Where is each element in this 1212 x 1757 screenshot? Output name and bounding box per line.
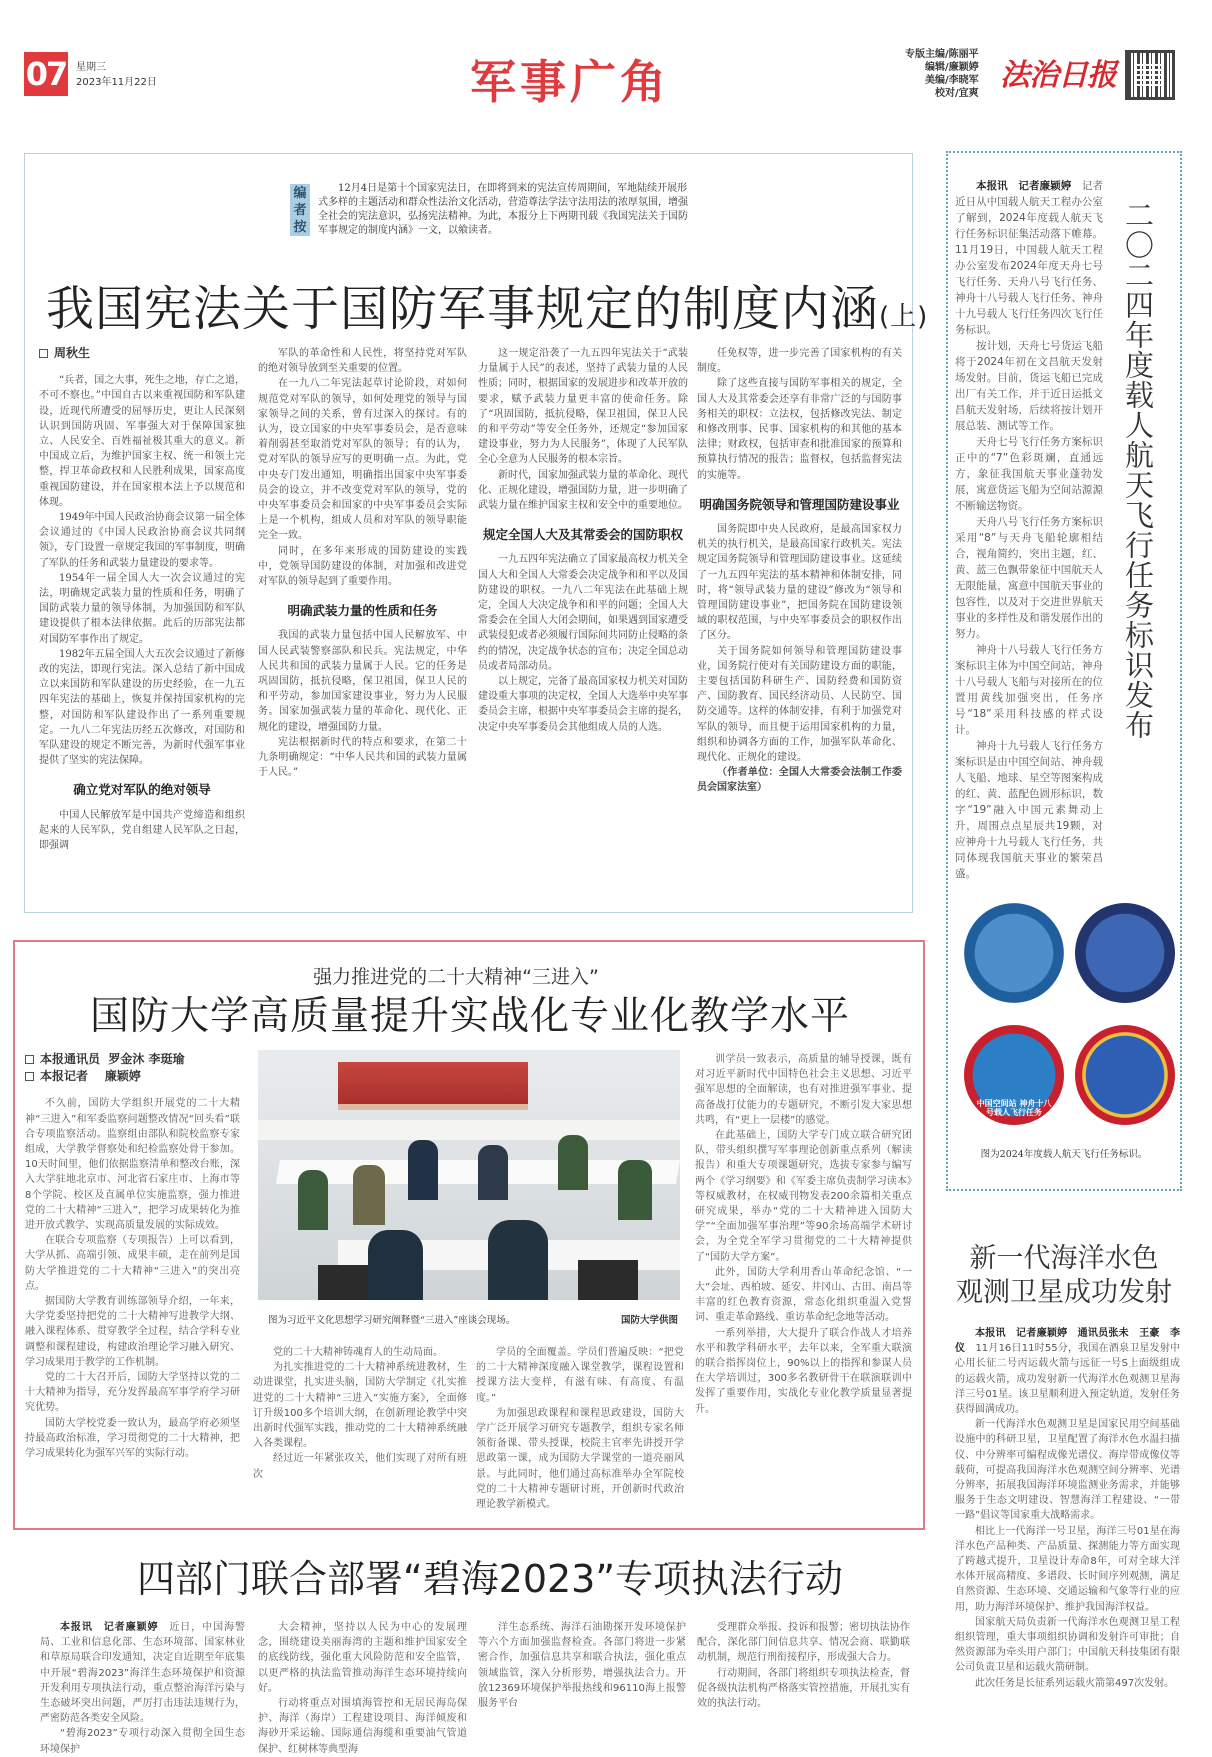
paragraph: 国防大学校党委一致认为，最高学府必须坚持最高政治标准，学习贯彻党的二十大精神，把学习成果转化为强军兴军的实际行动。 xyxy=(25,1417,240,1460)
paragraph: 相比上一代海洋一号卫星，海洋三号01星在海洋水色产品种类、产品质量、探测能力等方面实现了跨越式提升，卫星设计寿命8年，可对全球大洋水体开展高精度、多谱段、长时间序列观测，满足自然资源、生态环境、交通运输和气象等行业的应用，助力海洋环境保护、维护我国海洋权益。 xyxy=(955,1525,1180,1613)
editor-credit: 校对/宜爽 xyxy=(935,88,979,99)
subheading: 规定全国人大及其常委会的国防职权 xyxy=(482,527,683,543)
tianzhou-8-mission-badge xyxy=(1075,903,1175,1003)
caption-text: 图为习近平文化思想学习研究阐释暨“三进入”座谈会现场。 xyxy=(268,1315,516,1326)
article-column xyxy=(695,1052,912,1522)
paragraph: 中国人民解放军是中国共产党缔造和组织起来的人民军队，党自组建人民军队之日起，即强调 xyxy=(39,809,245,852)
article-column xyxy=(258,346,467,904)
shenzhou-18-mission-badge xyxy=(964,1025,1064,1125)
lead-paragraph xyxy=(40,1620,245,1726)
photo-caption xyxy=(268,1312,678,1326)
paragraph: 国家航天局负责新一代海洋水色观测卫星工程组织管理，重大事项组织协调和发射许可审批；自然资源部为牵头用户部门；中国航天科技集团有限公司负责卫星和运载火箭研制。 xyxy=(955,1616,1180,1674)
paragraph: 训学员一致表示，高质量的辅导授课，既有对习近平新时代中国特色社会主义思想、习近平强军思想的全面解读，也有对推进强军事业、提高备战打仗能力的专题研究，不断引发大家思想共鸣，有“更上一层楼”的感觉。 xyxy=(695,1054,912,1126)
headline-part: (上) xyxy=(879,302,929,332)
paragraph-text: 11月16日11时55分，我国在酒泉卫星发射中心用长征二号丙运载火箭与远征一号S上面级组成的运载火箭，成功发射新一代海洋水色观测卫星海洋三号01星。该卫星顺利进入预定轨道，发射任务获得圆满成功。 xyxy=(955,1343,1181,1416)
editor-note-label: 编者按 xyxy=(290,184,310,236)
byline xyxy=(39,346,245,361)
paragraph: 这一规定沿袭了一九五四年宪法关于“武装力量属于人民”的表述，坚持了武装力量的人民性质；同时，根据国家的发展进步和改革开放的要求，赋予武装力量更丰富的使命任务。除了“巩固国防，抵抗侵略，保卫祖国，保卫人民的和平劳动”等安全任务外，还规定“参加国家建设事业，努力为人民服务”，体现了人民军队全心全意为人民服务的根本宗旨。 xyxy=(478,348,688,466)
paragraph: 党的二十大召开后，国防大学坚持以党的二十大精神为指导，充分发挥最高军事学府学习研究优势。 xyxy=(25,1372,240,1414)
article-column xyxy=(697,1620,910,1748)
editor-credit: 专版主编/陈丽平 xyxy=(905,49,979,60)
weekday: 星期三 xyxy=(76,62,106,73)
article-column xyxy=(955,178,1103,890)
article-headline: 四部门联合部署“碧海2023”专项执法行动 xyxy=(136,1557,844,1601)
byline-box-icon xyxy=(25,1072,34,1081)
paragraph: 大会精神，坚持以人民为中心的发展理念，围绕建设美丽海湾的主题和维护国家安全的底线防线，强化重大风险防范和安全监管，以更严格的执法监管推动海洋生态环境持续向好。 xyxy=(258,1622,467,1694)
paragraph: 宪法根据新时代的特点和要求，在第二十九条明确规定：“中华人民共和国的武装力量属于人民。” xyxy=(258,736,467,779)
dateline: 本报讯 记者廉颖婷 xyxy=(976,180,1072,192)
dateline: 本报讯 记者廉颖婷 通讯员张未 王豪 李仪 xyxy=(955,1328,1180,1355)
section-title: 军事广角 xyxy=(470,55,670,109)
byline-box-icon xyxy=(39,349,48,358)
article-column xyxy=(258,1620,467,1755)
paragraph: 洋生态系统、海洋石油勘探开发环境保护等六个方面加强监督检查。各部门将进一步紧密合作，加强信息共享和联合执法，强化重点领域监管，深入分析形势，增强执法合力。开放12369环境保护举报热线和96110海上报警服务平台 xyxy=(478,1622,686,1710)
subheading: 明确国务院领导和管理国防建设事业 xyxy=(699,496,900,512)
paragraph: 除了这些直接与国防军事相关的规定，全国人大及其常委会还享有非常广泛的与国防事务相关的职权：立法权，包括修改宪法、制定和修改刑事、民事、国家机构的和其他的基本法律；财政权，包括审查和批准国家的预算和预算执行情况的报告；监督权，包括监督宪法的实施等。 xyxy=(697,378,902,481)
paragraph: 我国的武装力量包括中国人民解放军、中国人民武装警察部队和民兵。宪法规定，中华人民共和国的武装力量属于人民。它的任务是巩固国防，抵抗侵略，保卫祖国，保卫人民的和平劳动，参加国家建设事业，努力为人民服务。国家加强武装力量的革命化、现代化、正规化的建设，增强国防力量。 xyxy=(258,630,467,733)
editor-credit: 编辑/廉颖婷 xyxy=(925,62,979,73)
paragraph: 按计划，天舟七号货运飞船将于2024年初在文昌航天发射场发射。目前，货运飞船已完成出厂有关工作，并于近日运抵文昌航天发射场，后续将按计划开展总装、测试等工作。 xyxy=(955,340,1103,432)
byline-names: 罗金沐 李珽瑜 xyxy=(108,1052,185,1066)
issue-date xyxy=(76,60,157,90)
byline xyxy=(25,1069,240,1084)
article-column xyxy=(25,1052,240,1522)
chair xyxy=(578,1260,638,1300)
paragraph: 受理群众举报、投诉和报警；密切执法协作配合，深化部门间信息共享、情况会商、联勤联动机制，规范行刑衔接程序，形成强大合力。 xyxy=(697,1622,910,1664)
paragraph: “兵者，国之大事，死生之地，存亡之道，不可不察也。”中国自古以来重视国防和军队建设，近现代所遭受的屈辱历史，更让人民深刻认识到国防巩固、军事强大对于保障国家独立、人民安全、百姓福祉极其重大的意义。新中国成立后，为维护国家主权、统一和领土完整，捍卫革命政权和人民胜利成果，国家高度重视国防建设，并在国家根本法上予以规范和体现。 xyxy=(39,375,245,508)
attendee xyxy=(618,1160,652,1220)
conference-photo xyxy=(258,1050,680,1300)
paragraph: 新一代海洋水色观测卫星是国家民用空间基础设施中的科研卫星，卫星配置了海洋水色水温扫描仪、中分辨率可编程成像光谱仪、海岸带成像仪等载荷，可提高我国海洋水色观测空间分辨率、光谱分辨率，拓展我国海洋环境监测业务需求，并能够服务于生态文明建设、智慧海洋工程建设、“一带一路”倡议等国家重大战略需求。 xyxy=(955,1419,1180,1522)
paragraph: 新时代，国家加强武装力量的革命化、现代化、正规化建设，增强国防力量，进一步明确了武装力量在维护国家主权和安全中的重要地位。 xyxy=(478,469,688,512)
tianzhou-7-mission-badge xyxy=(964,903,1064,1003)
article-column xyxy=(253,1345,467,1523)
lead-paragraph xyxy=(955,178,1103,338)
paragraph: 据国防大学教育训练部领导介绍，一年来，大学党委坚持把党的二十大精神写进教学大纲、融入课程体系、贯穿教学全过程，结合学科专业调整和课程建设，构建政治理论学习融入研究、学习成果用于教学的工作机制。 xyxy=(25,1296,240,1368)
paragraph: 此外，国防大学利用香山革命纪念馆、“一大”会址、西柏坡、延安、井冈山、古田、南昌等丰富的红色教育资源，常态化组织重温入党誓词、重走革命路线、重访革命纪念地等活动。 xyxy=(695,1266,912,1324)
paragraph: 同时，在多年来形成的国防建设的实践中，党领导国防建设的体制，对加强和改进党对军队的领导起到了重要作用。 xyxy=(258,545,467,588)
paragraph: 神舟十九号载人飞行任务方案标识是由中国空间站、神舟载人飞船、地球、星空等图案构成的红、黄、蓝配色圆形标识，数字“19”融入中国元素舞动上升，周围点点星辰共19颗，对应神舟十九号载人飞行任务，共同体现我国航天事业的繁荣昌盛。 xyxy=(955,740,1103,880)
article-kicker: 强力推进党的二十大精神“三进入” xyxy=(313,966,599,988)
paragraph: 1949年中国人民政治协商会议第一届全体会议通过的《中国人民政治协商会议共同纲领》，专门设置一章规定我国的军事制度，明确了军队的任务和武装力量建设的要求等。 xyxy=(39,512,245,569)
paragraph: 1982年五届全国人大五次会议通过了新修改的宪法，即现行宪法。深入总结了新中国成立以来国防和军队建设的历史经验，在一九五四年宪法的基础上，恢复并保持国家机构的完整，对国防和军队建设作出了一系列重要规定。一九八二年宪法历经五次修改，对国防和军队建设的规定不断完善，为新时代强军事业提供了坚实的宪法保障。 xyxy=(39,648,245,767)
editor-note: 12月4日是第十个国家宪法日，在即将到来的宪法宣传周期间，军地陆续开展形式多样的主题活动和群众性法治文化活动，营造尊法学法守法用法的浓厚氛围，增强全社会的宪法意识，弘扬宪法精神。为此，本报分上下两期刊载《我国宪法关于国防军事规定的制度内涵》一文，以飨读者。 xyxy=(318,183,688,236)
attendee xyxy=(353,1165,385,1225)
author: 周秋生 xyxy=(54,346,91,360)
badge-lettering: 中国空间站 神舟十八号载人飞行任务 xyxy=(976,1099,1052,1117)
paragraph: 在此基础上，国防大学专门成立联合研究团队，带头组织撰写军事理论创新重点系列（解读报告）和重大专项课题研究，选拔专家参与编写两个《学习纲要》和《军委主席负责制学习读本》等权威教材，在权威刊物发表200余篇相关重点研究成果，举办“党的二十大精神进入国防大学”“全面加强军事治理”等90余场高端学术研讨会，为全党全军学习贯彻党的二十大精神提供了“国防大学方案”。 xyxy=(695,1130,912,1263)
byline-box-icon xyxy=(25,1055,34,1064)
paragraph-text: 记者近日从中国载人航天工程办公室了解到，2024年度载人航天飞行任务标识征集活动落下帷幕。11月19日，中国载人航天工程办公室发布2024年度天舟七号飞行任务、天舟八号飞行任务、神舟十八号载人飞行任务、神舟十九号载人飞行任务四次飞行任务标识。 xyxy=(955,180,1104,336)
article-column xyxy=(476,1345,684,1523)
article-headline: 国防大学高质量提升实战化专业化教学水平 xyxy=(89,994,850,1039)
paragraph: 为扎实推进党的二十大精神系统进教材，生动进课堂，扎实进头脑，国防大学制定《扎实推进党的二十大精神“三进入”实施方案》，全面修订升级100多个培训大纲，在创新理论教学中突出新时代强军实践，推动党的二十大精神系统融入各类课程。 xyxy=(253,1362,467,1450)
attendee xyxy=(488,1220,548,1300)
headline-line: 新一代海洋水色 xyxy=(969,1243,1159,1274)
article-column xyxy=(955,1326,1180,1746)
byline-role: 本报记者 xyxy=(40,1069,89,1084)
attendee xyxy=(478,1145,508,1200)
date: 2023年11月22日 xyxy=(76,77,157,88)
paragraph: 党的二十大精神铸魂育人的生动局面。 xyxy=(273,1347,443,1358)
paragraph: 天舟八号飞行任务方案标识采用“8”与天舟飞船轮廓相结合，视角简约，突出主题，红、黄、蓝三色飘带象征中国航天人无限能量，寓意中国航天事业的包容性，以及对于交进世界航天事业的多样性及和谐发展作出的努力。 xyxy=(955,516,1103,640)
paragraph-text: 近日，中国海警局、工业和信息化部、生态环境部、国家林业和草原局联合印发通知，决定自近期至年底集中开展“碧海2023”海洋生态环境保护和资源开发利用专项执法行动，重点整治海洋污染与生态破坏突出问题，严厉打击违法违规行为，严密防范各类安全风险。 xyxy=(40,1622,245,1725)
byline xyxy=(25,1052,240,1067)
paragraph: 不久前，国防大学组织开展党的二十大精神“三进入”和军委监察问题整改情况“回头看”联合专项监察活动。监察组由部队和院校监察专家组成，大学教学督察处和纪检监察处骨干参加。10天时间里，他们依据监察清单和整改台账，深入大学驻地北京市、河北省石家庄市、上海市等8个学院、校区及直属单位实施监察，强力推进党的二十大精神“三进入”，把学习成果转化为推进开放式教学、实现高质量发展的实际成效。 xyxy=(25,1098,240,1232)
paragraph: 神舟十八号载人飞行任务方案标识主体为中国空间站，神舟十八号载人飞船与对接所在的位置用黄线加强突出，任务序号“18”采用科技感的样式设计。 xyxy=(955,644,1103,736)
paragraph: 天舟七号飞行任务方案标识正中的“7”色彩斑斓，直通远方，象征我国航天事业蓬勃发展，寓意货运飞船为空间站源源不断输送物资。 xyxy=(955,436,1103,512)
page-number: 07 xyxy=(24,52,68,96)
paragraph: 国务院即中央人民政府，是最高国家权力机关的执行机关，是最高国家行政机关。宪法规定国务院领导和管理国防建设事业。这延续了一九五四年宪法的基本精神和体制安排，同时，将“领导武装力量的建设”修改为“领导和管理国防建设事业”，把国务院在国防建设领域的职权范围，与中央军事委员会的职权作出了区分。 xyxy=(697,524,902,642)
attendee xyxy=(408,1140,438,1200)
lead-paragraph xyxy=(955,1326,1180,1417)
article-column xyxy=(39,346,245,904)
shenzhou-19-mission-badge xyxy=(1075,1025,1175,1125)
chair xyxy=(318,1265,368,1300)
paragraph: 此次任务是长征系列运载火箭第497次发射。 xyxy=(975,1677,1175,1689)
paragraph: 一系列举措，大大提升了联合作战人才培养水平和教学科研水平，去年以来，全军重大联演的联合指挥岗位上，90%以上的指挥和参谋人员在大学培训过，300多名教研骨干在联演联训中发挥了重要作用，实战化专业化教学质量显著提升。 xyxy=(695,1327,912,1415)
back-desks xyxy=(258,1120,680,1140)
article-headline: 二〇二四年度载人航天飞行任务标识发布 xyxy=(1121,200,1155,740)
byline-names: 廉颖婷 xyxy=(104,1069,141,1084)
article-column xyxy=(478,1620,686,1748)
headline-text: 我国宪法关于国防军事规定的制度内涵 xyxy=(46,281,880,337)
article-column xyxy=(40,1620,245,1755)
stage-banner xyxy=(338,1062,528,1110)
subheading: 确立党对军队的绝对领导 xyxy=(73,782,211,798)
article-headline xyxy=(46,270,928,339)
paragraph: 一九五四年宪法确立了国家最高权力机关全国人大和全国人大常委会决定战争和和平以及国防建设的职权。一九八二年宪法在此基础上规定，全国人大决定战争和和平的问题；全国人大常委会在全国人大闭会期间，如果遇到国家遭受武装侵犯或者必须履行国际间共同防止侵略的条约的情况，决定战争状态的宣布；决定全国总动员或者局部动员。 xyxy=(478,554,688,672)
paragraph: 以上规定，完备了最高国家权力机关对国防建设重大事项的决定权，全国人大选举中央军事委员会主席，根据中央军事委员会主席的提名，决定中央军事委员会其他组成人员的人选。 xyxy=(478,676,688,733)
attendee xyxy=(298,1170,328,1230)
paragraph: 在联合专项监察（专项报告）上可以看到，大学从抓、高端引领、成果丰硕，走在前列是国防大学推进党的二十大精神“三进入”的突出亮点。 xyxy=(25,1235,240,1292)
paragraph: 行动将重点对围填海管控和无居民海岛保护、海洋（海岸）工程建设项目、海洋倾废和海砂开采运输、国际通信海缆和重要油气管道保护、红树林等典型海 xyxy=(258,1698,467,1755)
subheading: 明确武装力量的性质和任务 xyxy=(287,603,438,619)
paragraph: 关于国务院如何领导和管理国防建设事业，国务院行使对有关国防建设方面的职能，主要包括国防科研生产、国防经费和国防资产、国防教育、国民经济动员、人民防空、国防交通等。这样的体制安排，有利于加强党对军队的领导，而且便于运用国家机构的力量，组织和协调各方面的工作，加强军队革命化、现代化、正规化的建设。 xyxy=(697,645,902,764)
dateline: 本报讯 记者廉颖婷 xyxy=(60,1622,159,1633)
paragraph: “碧海2023”专项行动深入贯彻全国生态环境保护 xyxy=(40,1728,245,1755)
editor-credit: 美编/李晓军 xyxy=(925,75,979,86)
qr-code-icon xyxy=(1125,50,1175,100)
article-column xyxy=(697,346,902,904)
article-headline xyxy=(946,1242,1182,1310)
paragraph: 学员的全面覆盖。学员们普遍反映：“把党的二十大精神深度融入课堂教学，课程设置和授课方法大变样，有滋有味、有高度、有温度。” xyxy=(476,1347,684,1404)
paragraph: 在一九八二年宪法起草讨论阶段，对如何规范党对军队的领导，如何处理党的领导与国家领导之间的关系，曾有过深入的探讨。有的认为，设立国家的中央军事委员会，是否意味着削弱甚至取消党对军队的领导；有的认为，党对军队的领导应写的更明确一点。为此，党中央专门发出通知，明确指出国家中央军事委员会的设立，并不改变党对军队的领导，党的中央军事委员会和国家的中央军事委员会实际上是一个机构，组成人员和对军队的领导职能完全一致。 xyxy=(258,378,467,542)
attendee xyxy=(558,1135,588,1190)
paragraph: 行动期间，各部门将组织专项执法检查，督促各级执法机构严格落实管控措施，开展扎实有效的执法行动。 xyxy=(697,1667,910,1710)
newspaper-logo: 法治日报 xyxy=(1000,58,1116,93)
headline-line: 观测卫星成功发射 xyxy=(956,1277,1172,1308)
paragraph: 为加强思政课程和课程思政建设，国防大学广泛开展学习研究专题教学，组织专家名师领衔备课、带头授课，校院主官率先讲授开学思政第一课，成为国防大学课堂的一道亮丽风景。与此同时，他们通过高标准举办全军院校党的二十大精神专题研讨班，开创新时代政治理论教学新模式。 xyxy=(476,1407,684,1511)
editor-credits xyxy=(905,48,979,100)
paragraph: 1954年一届全国人大一次会议通过的宪法，明确规定武装力量的性质和任务，明确了国防武装力量的领导体制，为加强国防和军队建设提供了根本法律依据。此后的历部宪法都对国防军事作出了规定。 xyxy=(39,572,245,645)
author-affiliation: （作者单位：全国人大常委会法制工作委员会国家法室） xyxy=(697,767,902,794)
article-column xyxy=(478,346,688,904)
byline-role: 本报通讯员 xyxy=(40,1052,101,1066)
badge-caption: 图为2024年度载人航天飞行任务标识。 xyxy=(980,1149,1148,1160)
attendee xyxy=(368,1230,423,1300)
paragraph: 任免权等，进一步完善了国家机构的有关制度。 xyxy=(697,348,902,375)
paragraph: 军队的革命性和人民性，将坚持党对军队的绝对领导放到至关重要的位置。 xyxy=(258,348,467,375)
photo-credit: 国防大学供图 xyxy=(620,1315,678,1326)
paragraph: 经过近一年紧张攻关，他们实现了对所有班次 xyxy=(253,1453,467,1480)
